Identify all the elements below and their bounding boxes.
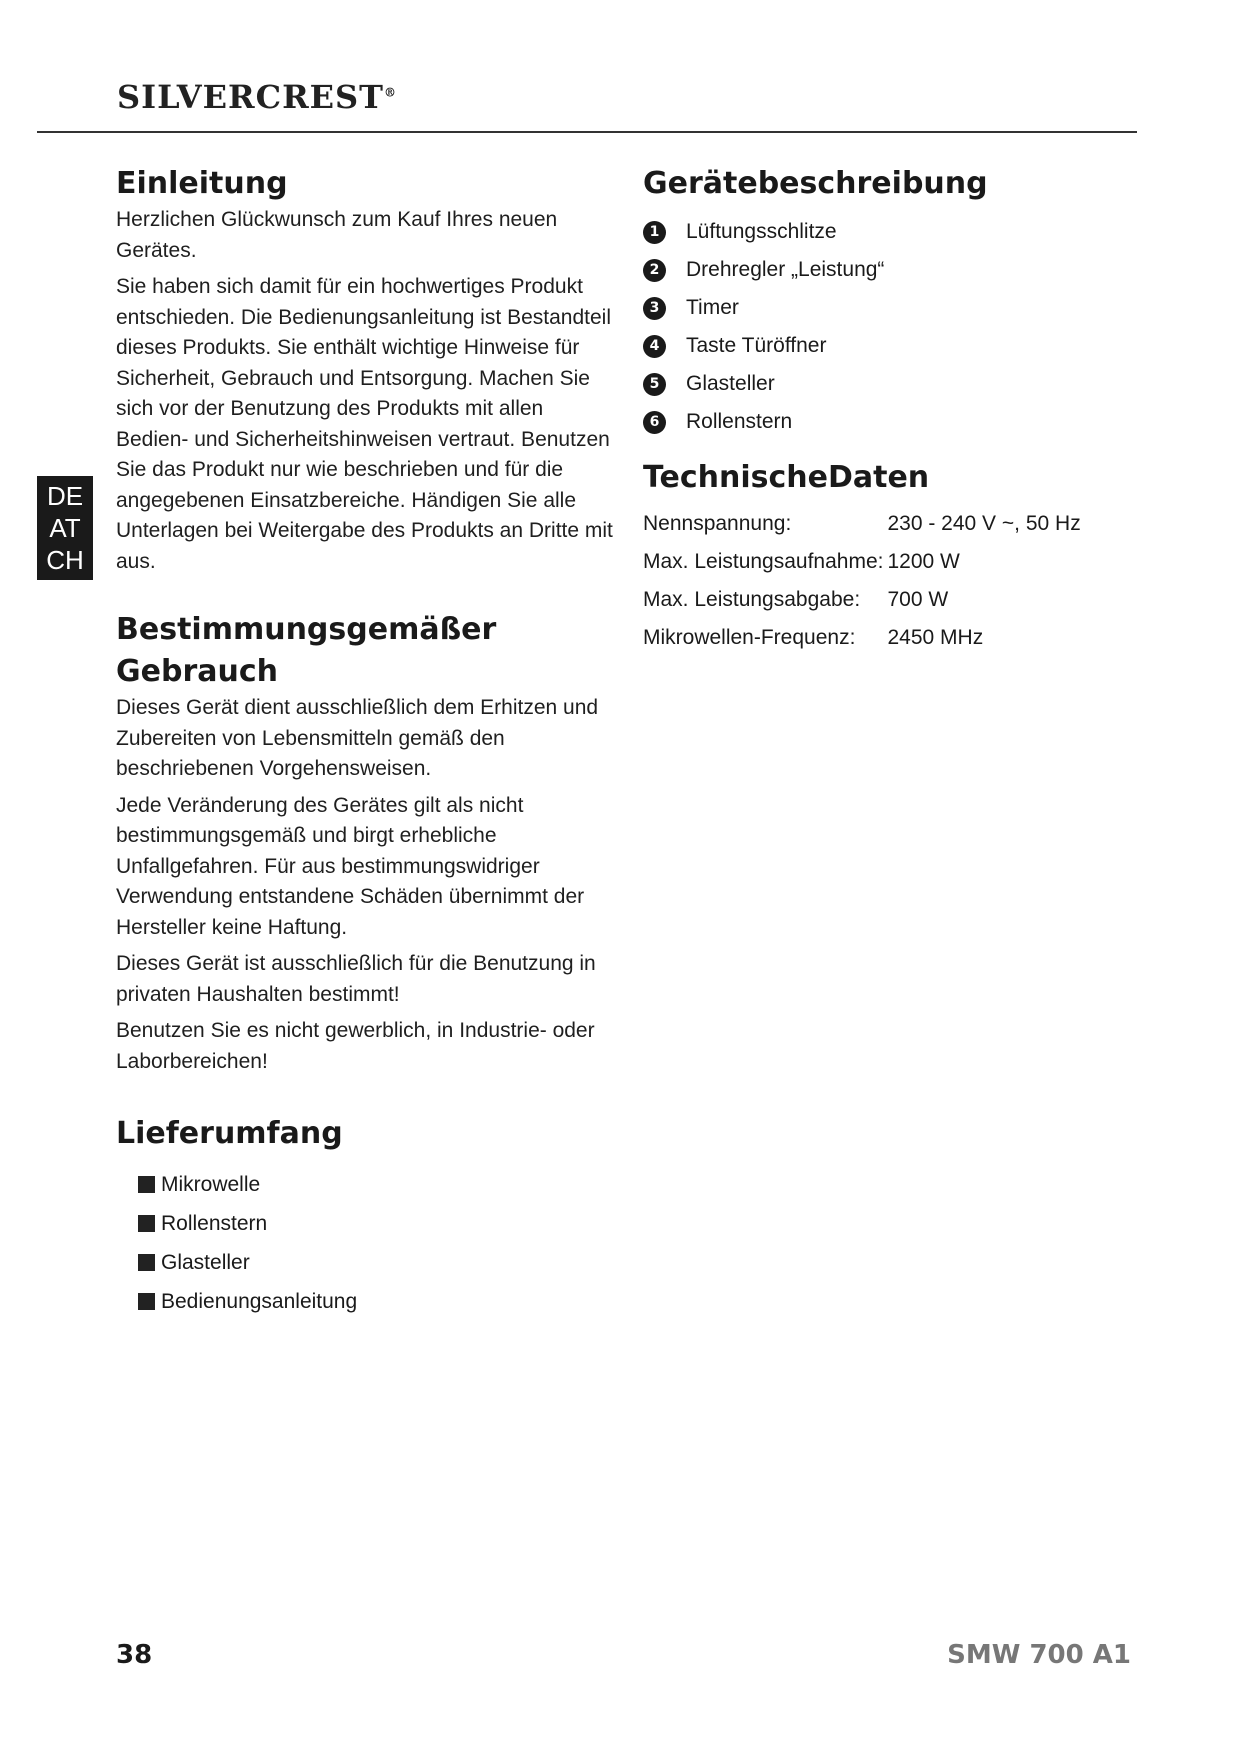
list-item: Glasteller bbox=[138, 1243, 616, 1282]
tech-table bbox=[643, 505, 1081, 657]
square-bullet-icon bbox=[138, 1215, 155, 1232]
usage-paragraph-1: Dieses Gerät dient ausschließlich dem Erhitzen und Zubereiten von Lebensmitteln gemäß den beschriebenen Vorgehensweisen. bbox=[116, 696, 599, 780]
list-item: Mikrowelle bbox=[138, 1165, 616, 1204]
scope-heading: Lieferumfang bbox=[116, 1116, 343, 1151]
list-item: Rollenstern bbox=[138, 1204, 616, 1243]
table-row: Nennspannung: 230 - 240 V ~, 50 Hz bbox=[643, 512, 1081, 535]
intro-paragraph-2: Sie haben sich damit für ein hochwertiges Produkt entschieden. Die Bedienungsanleitung ist Bestandteil dieses Produkts. Sie enthält wichtige Hinweise für Sicherheit, Gebrauch und Entsorgung. Machen Sie sich vor der Benutzung des Produkts mit allen Bedien- und Sicherheitshinweisen vertraut. Benutzen Sie das Produkt nur wie beschrieben und für die angegebenen Einsatzbereiche. Händigen Sie alle Unterlagen bei Weitergabe des Produkts an Dritte mit aus. bbox=[116, 275, 613, 573]
scope-list bbox=[138, 1165, 616, 1321]
lang-at: AT bbox=[49, 513, 81, 543]
table-row: Max. Leistungsaufnahme: 1200 W bbox=[643, 550, 960, 573]
list-item: 1 Lüftungsschlitze bbox=[643, 213, 1123, 251]
number-badge-icon: 4 bbox=[643, 335, 666, 358]
intro-paragraph-1: Herzlichen Glückwunsch zum Kauf Ihres neuen Gerätes. bbox=[116, 208, 558, 262]
right-column bbox=[643, 163, 1123, 657]
usage-paragraph-4: Benutzen Sie es nicht gewerblich, in Industrie- oder Laborbereichen! bbox=[116, 1019, 595, 1073]
usage-paragraph-3: Dieses Gerät ist ausschließlich für die Benutzung in privaten Haushalten bestimmt! bbox=[116, 952, 596, 1006]
square-bullet-icon bbox=[138, 1176, 155, 1193]
usage-heading: Bestimmungsgemäßer Gebrauch bbox=[116, 612, 497, 689]
tech-heading: TechnischeDaten bbox=[643, 460, 930, 495]
page-number: 38 bbox=[116, 1640, 153, 1670]
usage-paragraph-2: Jede Veränderung des Gerätes gilt als nicht bestimmungsgemäß und birgt erhebliche Unfallgefahren. Für aus bestimmungswidriger Verwendung entstandene Schäden übernimmt der Hersteller keine Haftung. bbox=[116, 793, 585, 939]
list-item: 4 Taste Türöffner bbox=[643, 327, 1123, 365]
parts-list bbox=[643, 213, 1123, 441]
list-item: Bedienungsanleitung bbox=[138, 1282, 616, 1321]
brand-logo: SILVERCREST® bbox=[117, 78, 397, 116]
square-bullet-icon bbox=[138, 1254, 155, 1271]
parts-heading: Gerätebeschreibung bbox=[643, 166, 988, 201]
intro-heading: Einleitung bbox=[116, 166, 288, 201]
number-badge-icon: 1 bbox=[643, 221, 666, 244]
list-item: 2 Drehregler „Leistung“ bbox=[643, 251, 1123, 289]
list-item: 3 Timer bbox=[643, 289, 1123, 327]
number-badge-icon: 6 bbox=[643, 411, 666, 434]
header-rule bbox=[37, 131, 1137, 133]
language-tab bbox=[37, 476, 93, 580]
number-badge-icon: 2 bbox=[643, 259, 666, 282]
lang-ch: CH bbox=[46, 545, 84, 575]
list-item: 6 Rollenstern bbox=[643, 403, 1123, 441]
number-badge-icon: 3 bbox=[643, 297, 666, 320]
list-item: 5 Glasteller bbox=[643, 365, 1123, 403]
table-row: Max. Leistungsabgabe: 700 W bbox=[643, 588, 949, 611]
number-badge-icon: 5 bbox=[643, 373, 666, 396]
square-bullet-icon bbox=[138, 1293, 155, 1310]
table-row: Mikrowellen-Frequenz: 2450 MHz bbox=[643, 626, 984, 649]
model-number: SMW 700 A1 bbox=[947, 1640, 1131, 1670]
left-column bbox=[116, 163, 616, 1321]
lang-de: DE bbox=[46, 481, 84, 511]
